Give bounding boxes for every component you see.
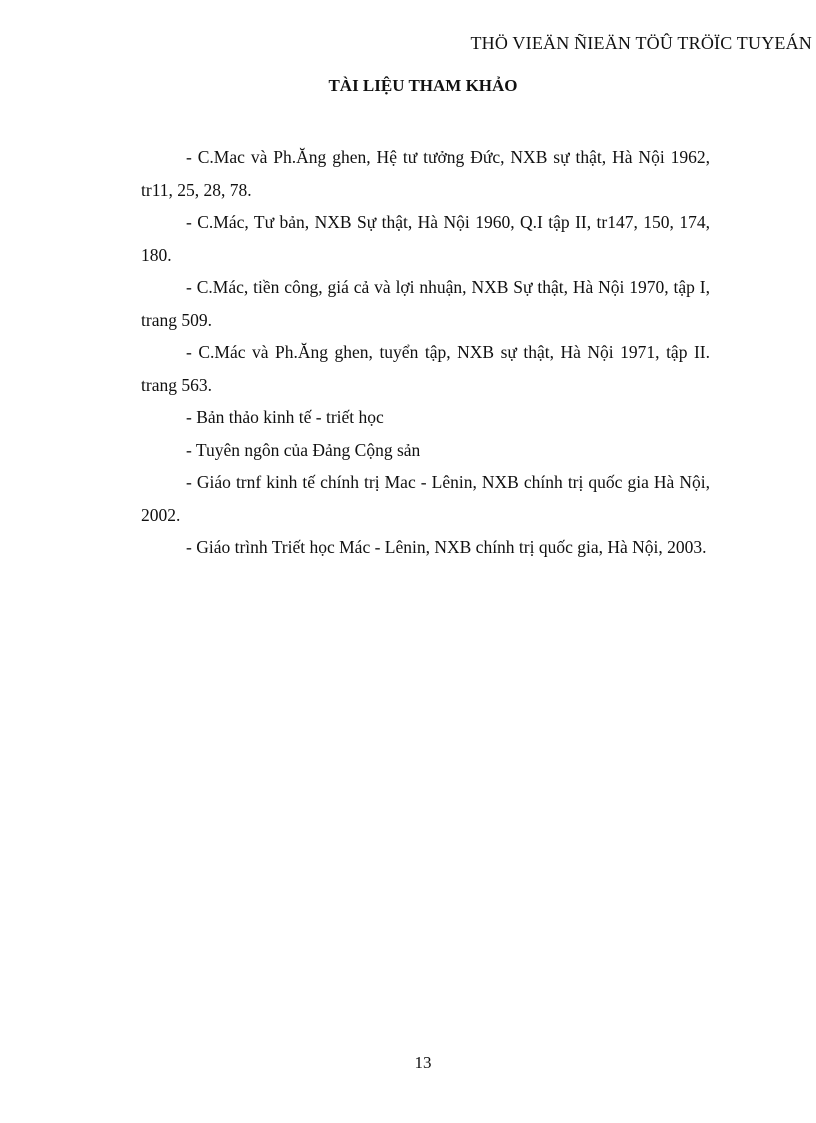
reference-item: - C.Mác, tiền công, giá cả và lợi nhuận, NXB Sự thật, Hà Nội 1970, tập I, trang 509. [141,277,710,330]
reference-item: - Tuyên ngôn của Đảng Cộng sản [186,439,421,460]
reference-item: - C.Mác, Tư bản, NXB Sự thật, Hà Nội 1960, Q.I tập II, tr147, 150, 174, 180. [141,212,710,265]
reference-list [141,141,710,564]
reference-item: - C.Mác và Ph.Ăng ghen, tuyển tập, NXB sự thật, Hà Nội 1971, tập II. trang 563. [141,342,710,395]
page-number: 13 [414,1053,432,1072]
reference-item: - Giáo trnf kinh tế chính trị Mac - Lênin, NXB chính trị quốc gia Hà Nội, 2002. [141,472,710,525]
running-header: THÖ VIEÄN ÑIEÄN TÖÛ TRÖÏC TUYEÁN [470,33,812,53]
reference-item: - C.Mac và Ph.Ăng ghen, Hệ tư tưởng Đức, NXB sự thật, Hà Nội 1962, tr11, 25, 28, 78. [141,147,710,200]
reference-item: - Bản thảo kinh tế - triết học [186,407,384,427]
page-title: TÀI LIỆU THAM KHẢO [328,76,518,95]
reference-item: - Giáo trình Triết học Mác - Lênin, NXB chính trị quốc gia, Hà Nội, 2003. [186,537,707,557]
